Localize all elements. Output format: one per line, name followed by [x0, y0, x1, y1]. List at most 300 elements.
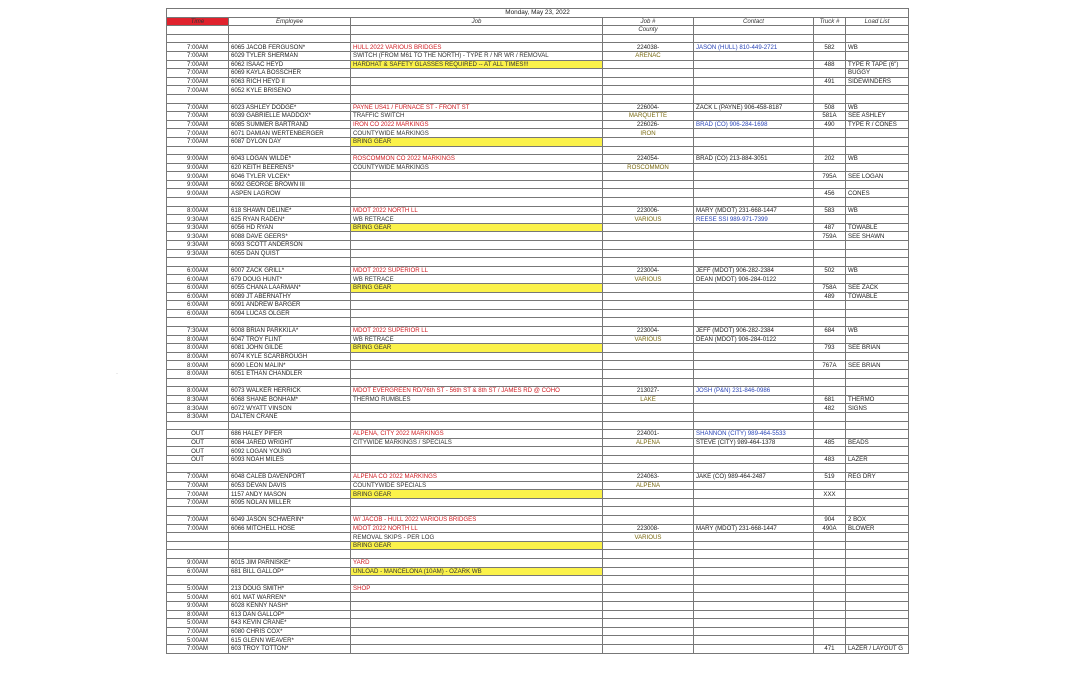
- job-cell[interactable]: THERMO RUMBLES: [351, 395, 603, 404]
- employee-cell[interactable]: [229, 258, 351, 267]
- job-cell[interactable]: SHOP: [351, 584, 603, 593]
- time-cell[interactable]: OUT: [167, 447, 229, 456]
- employee-cell[interactable]: 6046 TYLER VLCEK*: [229, 172, 351, 181]
- employee-cell[interactable]: DALTEN CRANE: [229, 412, 351, 421]
- time-cell[interactable]: 8:00AM: [167, 206, 229, 215]
- time-cell[interactable]: 7:00AM: [167, 498, 229, 507]
- job-cell[interactable]: [351, 507, 603, 516]
- employee-cell[interactable]: [229, 34, 351, 43]
- truck-cell[interactable]: 202: [814, 155, 846, 164]
- employee-cell[interactable]: 6028 KENNY NASH*: [229, 601, 351, 610]
- jobno-cell[interactable]: 223004-: [603, 266, 694, 275]
- jobno-cell[interactable]: 213027-: [603, 387, 694, 396]
- job-cell[interactable]: BRING GEAR: [351, 284, 603, 293]
- truck-cell[interactable]: [814, 601, 846, 610]
- truck-cell[interactable]: [814, 352, 846, 361]
- time-cell[interactable]: 7:00AM: [167, 43, 229, 52]
- employee-cell[interactable]: 613 DAN GALLOP*: [229, 610, 351, 619]
- header-employee[interactable]: Employee: [229, 17, 351, 26]
- employee-cell[interactable]: 6065 JACOB FERGUSON*: [229, 43, 351, 52]
- load-cell[interactable]: [846, 309, 909, 318]
- employee-cell[interactable]: 6081 JOHN GILDE: [229, 344, 351, 353]
- jobno-cell[interactable]: [603, 584, 694, 593]
- truck-cell[interactable]: 491: [814, 77, 846, 86]
- time-cell[interactable]: 9:30AM: [167, 232, 229, 241]
- contact-cell[interactable]: [694, 352, 814, 361]
- contact-cell[interactable]: [694, 636, 814, 645]
- load-cell[interactable]: [846, 198, 909, 207]
- jobno-cell[interactable]: [603, 541, 694, 550]
- contact-cell[interactable]: [694, 610, 814, 619]
- employee-cell[interactable]: 6093 SCOTT ANDERSON: [229, 241, 351, 250]
- load-cell[interactable]: [846, 249, 909, 258]
- truck-cell[interactable]: 490A: [814, 524, 846, 533]
- truck-cell[interactable]: 456: [814, 189, 846, 198]
- contact-cell[interactable]: [694, 189, 814, 198]
- load-cell[interactable]: [846, 627, 909, 636]
- time-cell[interactable]: [167, 34, 229, 43]
- contact-cell[interactable]: JEFF (MDOT) 906-282-2384: [694, 266, 814, 275]
- truck-cell[interactable]: 487: [814, 223, 846, 232]
- load-cell[interactable]: [846, 258, 909, 267]
- job-cell[interactable]: ALPENA CO 2022 MARKINGS: [351, 473, 603, 482]
- truck-cell[interactable]: 759A: [814, 232, 846, 241]
- contact-cell[interactable]: [694, 404, 814, 413]
- load-cell[interactable]: WB: [846, 43, 909, 52]
- jobno-cell[interactable]: [603, 378, 694, 387]
- load-cell[interactable]: [846, 378, 909, 387]
- truck-cell[interactable]: 581A: [814, 112, 846, 121]
- contact-cell[interactable]: JEFF (MDOT) 906-282-2384: [694, 326, 814, 335]
- job-cell[interactable]: [351, 69, 603, 78]
- contact-cell[interactable]: [694, 507, 814, 516]
- time-cell[interactable]: 9:00AM: [167, 601, 229, 610]
- contact-cell[interactable]: [694, 146, 814, 155]
- time-cell[interactable]: [167, 421, 229, 430]
- jobno-cell[interactable]: [603, 421, 694, 430]
- jobno-cell[interactable]: 223008-: [603, 524, 694, 533]
- load-cell[interactable]: [846, 447, 909, 456]
- jobno-cell[interactable]: [603, 567, 694, 576]
- contact-cell[interactable]: [694, 129, 814, 138]
- job-cell[interactable]: [351, 378, 603, 387]
- contact-cell[interactable]: [694, 180, 814, 189]
- load-cell[interactable]: [846, 301, 909, 310]
- load-cell[interactable]: LAZER: [846, 455, 909, 464]
- employee-cell[interactable]: [229, 378, 351, 387]
- load-cell[interactable]: [846, 86, 909, 95]
- time-cell[interactable]: [167, 533, 229, 542]
- jobno-cell[interactable]: [603, 464, 694, 473]
- job-cell[interactable]: [351, 241, 603, 250]
- contact-cell[interactable]: [694, 601, 814, 610]
- time-cell[interactable]: 8:30AM: [167, 412, 229, 421]
- load-cell[interactable]: [846, 369, 909, 378]
- jobno-cell[interactable]: [603, 292, 694, 301]
- contact-cell[interactable]: [694, 412, 814, 421]
- time-cell[interactable]: 8:00AM: [167, 352, 229, 361]
- employee-cell[interactable]: 679 DOUG HUNT*: [229, 275, 351, 284]
- job-cell[interactable]: BRING GEAR: [351, 541, 603, 550]
- load-cell[interactable]: [846, 576, 909, 585]
- contact-cell[interactable]: BRAD (CO) 213-884-3051: [694, 155, 814, 164]
- employee-cell[interactable]: [229, 421, 351, 430]
- employee-cell[interactable]: [229, 94, 351, 103]
- time-cell[interactable]: 7:00AM: [167, 490, 229, 499]
- load-cell[interactable]: [846, 550, 909, 559]
- jobno-cell[interactable]: ALPENA: [603, 438, 694, 447]
- load-cell[interactable]: LAZER / LAYOUT G: [846, 644, 909, 653]
- time-cell[interactable]: [167, 464, 229, 473]
- truck-cell[interactable]: [814, 318, 846, 327]
- contact-cell[interactable]: [694, 34, 814, 43]
- job-cell[interactable]: [351, 593, 603, 602]
- jobno-cell[interactable]: [603, 146, 694, 155]
- time-cell[interactable]: 7:00AM: [167, 69, 229, 78]
- time-cell[interactable]: [167, 258, 229, 267]
- employee-cell[interactable]: 6084 JARED WRIGHT: [229, 438, 351, 447]
- load-cell[interactable]: THERMO: [846, 395, 909, 404]
- contact-cell[interactable]: [694, 481, 814, 490]
- load-cell[interactable]: [846, 215, 909, 224]
- jobno-cell[interactable]: VARIOUS: [603, 275, 694, 284]
- load-cell[interactable]: TOWABLE: [846, 223, 909, 232]
- truck-cell[interactable]: [814, 137, 846, 146]
- time-cell[interactable]: 9:00AM: [167, 180, 229, 189]
- truck-cell[interactable]: 767A: [814, 361, 846, 370]
- load-cell[interactable]: [846, 610, 909, 619]
- time-cell[interactable]: 6:00AM: [167, 567, 229, 576]
- truck-cell[interactable]: [814, 94, 846, 103]
- truck-cell[interactable]: [814, 335, 846, 344]
- truck-cell[interactable]: [814, 258, 846, 267]
- load-cell[interactable]: BLOWER: [846, 524, 909, 533]
- time-cell[interactable]: 9:30AM: [167, 241, 229, 250]
- employee-cell[interactable]: [229, 541, 351, 550]
- job-cell[interactable]: [351, 77, 603, 86]
- load-cell[interactable]: [846, 498, 909, 507]
- time-cell[interactable]: 9:00AM: [167, 155, 229, 164]
- jobno-cell[interactable]: 224063-: [603, 473, 694, 482]
- job-cell[interactable]: [351, 627, 603, 636]
- employee-cell[interactable]: 6087 DYLON DAY: [229, 137, 351, 146]
- employee-cell[interactable]: 6063 RICH HEYD II: [229, 77, 351, 86]
- contact-cell[interactable]: [694, 541, 814, 550]
- employee-cell[interactable]: [229, 146, 351, 155]
- jobno-cell[interactable]: [603, 593, 694, 602]
- truck-cell[interactable]: [814, 567, 846, 576]
- job-cell[interactable]: [351, 619, 603, 628]
- contact-cell[interactable]: [694, 559, 814, 568]
- jobno-cell[interactable]: [603, 447, 694, 456]
- header-truck[interactable]: Truck #: [814, 17, 846, 26]
- truck-cell[interactable]: [814, 584, 846, 593]
- employee-cell[interactable]: 618 SHAWN DELINE*: [229, 206, 351, 215]
- job-cell[interactable]: TRAFFIC SWITCH: [351, 112, 603, 121]
- contact-cell[interactable]: [694, 369, 814, 378]
- job-cell[interactable]: [351, 369, 603, 378]
- contact-cell[interactable]: [694, 464, 814, 473]
- contact-cell[interactable]: JAKE (CO) 989-464-2487: [694, 473, 814, 482]
- job-cell[interactable]: [351, 34, 603, 43]
- contact-cell[interactable]: [694, 619, 814, 628]
- job-cell[interactable]: [351, 576, 603, 585]
- contact-cell[interactable]: REESE SSI 989-971-7399: [694, 215, 814, 224]
- job-cell[interactable]: BRING GEAR: [351, 490, 603, 499]
- load-cell[interactable]: [846, 387, 909, 396]
- time-cell[interactable]: [167, 550, 229, 559]
- job-cell[interactable]: MDOT 2022 NORTH LL: [351, 206, 603, 215]
- job-cell[interactable]: [351, 172, 603, 181]
- employee-cell[interactable]: 6007 ZACK GRILL*: [229, 266, 351, 275]
- time-cell[interactable]: 6:00AM: [167, 301, 229, 310]
- truck-cell[interactable]: [814, 146, 846, 155]
- time-cell[interactable]: [167, 94, 229, 103]
- job-cell[interactable]: [351, 301, 603, 310]
- jobno-cell[interactable]: [603, 60, 694, 69]
- contact-cell[interactable]: BRAD (CO) 906-284-1698: [694, 120, 814, 129]
- contact-cell[interactable]: [694, 490, 814, 499]
- load-cell[interactable]: BUGGY: [846, 69, 909, 78]
- load-cell[interactable]: SIDEWINDERS: [846, 77, 909, 86]
- load-cell[interactable]: [846, 412, 909, 421]
- employee-cell[interactable]: 6051 ETHAN CHANDLER: [229, 369, 351, 378]
- employee-cell[interactable]: 6069 KAYLA BOSSCHER: [229, 69, 351, 78]
- employee-cell[interactable]: 643 KEVIN CRANE*: [229, 619, 351, 628]
- job-cell[interactable]: COUNTYWIDE MARKINGS: [351, 129, 603, 138]
- truck-cell[interactable]: XXX: [814, 490, 846, 499]
- truck-cell[interactable]: 508: [814, 103, 846, 112]
- job-cell[interactable]: [351, 404, 603, 413]
- jobno-cell[interactable]: 224054-: [603, 155, 694, 164]
- time-cell[interactable]: 7:00AM: [167, 473, 229, 482]
- employee-cell[interactable]: 6090 LEON MALIN*: [229, 361, 351, 370]
- contact-cell[interactable]: [694, 69, 814, 78]
- jobno-cell[interactable]: [603, 86, 694, 95]
- time-cell[interactable]: 7:00AM: [167, 516, 229, 525]
- jobno-cell[interactable]: [603, 361, 694, 370]
- truck-cell[interactable]: 582: [814, 43, 846, 52]
- truck-cell[interactable]: [814, 34, 846, 43]
- load-cell[interactable]: SEE SHAWN: [846, 232, 909, 241]
- time-cell[interactable]: 8:00AM: [167, 335, 229, 344]
- jobno-cell[interactable]: [603, 232, 694, 241]
- employee-cell[interactable]: 6047 TROY FLINT: [229, 335, 351, 344]
- load-cell[interactable]: SIGNS: [846, 404, 909, 413]
- contact-cell[interactable]: MARY (MDOT) 231-668-1447: [694, 206, 814, 215]
- contact-cell[interactable]: [694, 627, 814, 636]
- contact-cell[interactable]: [694, 198, 814, 207]
- truck-cell[interactable]: [814, 180, 846, 189]
- load-cell[interactable]: TYPE R TAPE (6"): [846, 60, 909, 69]
- time-cell[interactable]: [167, 146, 229, 155]
- truck-cell[interactable]: [814, 241, 846, 250]
- job-cell[interactable]: [351, 86, 603, 95]
- jobno-cell[interactable]: ARENAC: [603, 51, 694, 60]
- time-cell[interactable]: 5:00AM: [167, 584, 229, 593]
- contact-cell[interactable]: SHANNON (CITY) 989-464-5533: [694, 430, 814, 439]
- truck-cell[interactable]: [814, 533, 846, 542]
- truck-cell[interactable]: 485: [814, 438, 846, 447]
- time-cell[interactable]: 7:00AM: [167, 524, 229, 533]
- employee-cell[interactable]: [229, 507, 351, 516]
- job-cell[interactable]: BRING GEAR: [351, 137, 603, 146]
- jobno-cell[interactable]: [603, 189, 694, 198]
- load-cell[interactable]: [846, 541, 909, 550]
- contact-cell[interactable]: [694, 60, 814, 69]
- employee-cell[interactable]: [229, 550, 351, 559]
- jobno-cell[interactable]: VARIOUS: [603, 215, 694, 224]
- load-cell[interactable]: [846, 584, 909, 593]
- jobno-cell[interactable]: [603, 77, 694, 86]
- contact-cell[interactable]: [694, 163, 814, 172]
- employee-cell[interactable]: 6055 CHANA LAARMAN*: [229, 284, 351, 293]
- time-cell[interactable]: [167, 378, 229, 387]
- time-cell[interactable]: 8:00AM: [167, 369, 229, 378]
- load-cell[interactable]: [846, 464, 909, 473]
- employee-cell[interactable]: 6072 WYATT VINSON: [229, 404, 351, 413]
- job-cell[interactable]: CITYWIDE MARKINGS / SPECIALS: [351, 438, 603, 447]
- employee-cell[interactable]: 6055 DAN QUIST: [229, 249, 351, 258]
- jobno-cell[interactable]: [603, 172, 694, 181]
- employee-cell[interactable]: 6053 DEVAN DAVIS: [229, 481, 351, 490]
- time-cell[interactable]: 9:00AM: [167, 163, 229, 172]
- contact-cell[interactable]: [694, 378, 814, 387]
- jobno-cell[interactable]: [603, 309, 694, 318]
- truck-cell[interactable]: 758A: [814, 284, 846, 293]
- contact-cell[interactable]: [694, 258, 814, 267]
- time-cell[interactable]: 7:00AM: [167, 51, 229, 60]
- time-cell[interactable]: 7:30AM: [167, 326, 229, 335]
- truck-cell[interactable]: [814, 576, 846, 585]
- job-cell[interactable]: [351, 455, 603, 464]
- job-cell[interactable]: [351, 636, 603, 645]
- time-cell[interactable]: 9:30AM: [167, 249, 229, 258]
- truck-cell[interactable]: [814, 430, 846, 439]
- contact-cell[interactable]: [694, 86, 814, 95]
- load-cell[interactable]: BEADS: [846, 438, 909, 447]
- jobno-cell[interactable]: 224001-: [603, 430, 694, 439]
- load-cell[interactable]: [846, 481, 909, 490]
- truck-cell[interactable]: 471: [814, 644, 846, 653]
- jobno-cell[interactable]: IRON: [603, 129, 694, 138]
- truck-cell[interactable]: [814, 541, 846, 550]
- contact-cell[interactable]: [694, 241, 814, 250]
- job-cell[interactable]: BRING GEAR: [351, 344, 603, 353]
- employee-cell[interactable]: 686 HALEY PIFER: [229, 430, 351, 439]
- employee-cell[interactable]: 6043 LOGAN WILDE*: [229, 155, 351, 164]
- job-cell[interactable]: [351, 198, 603, 207]
- load-cell[interactable]: [846, 636, 909, 645]
- load-cell[interactable]: TYPE R / CONES: [846, 120, 909, 129]
- load-cell[interactable]: [846, 180, 909, 189]
- load-cell[interactable]: 2 BOX: [846, 516, 909, 525]
- job-cell[interactable]: ROSCOMMON CO 2022 MARKINGS: [351, 155, 603, 164]
- contact-cell[interactable]: [694, 644, 814, 653]
- load-cell[interactable]: [846, 318, 909, 327]
- truck-cell[interactable]: 490: [814, 120, 846, 129]
- load-cell[interactable]: CONES: [846, 189, 909, 198]
- job-cell[interactable]: WB RETRACE: [351, 335, 603, 344]
- jobno-cell[interactable]: [603, 258, 694, 267]
- contact-cell[interactable]: [694, 51, 814, 60]
- truck-cell[interactable]: [814, 387, 846, 396]
- employee-cell[interactable]: 6092 LOGAN YOUNG: [229, 447, 351, 456]
- job-cell[interactable]: [351, 421, 603, 430]
- jobno-cell[interactable]: 226026-: [603, 120, 694, 129]
- jobno-cell[interactable]: [603, 404, 694, 413]
- time-cell[interactable]: OUT: [167, 455, 229, 464]
- time-cell[interactable]: 9:00AM: [167, 189, 229, 198]
- employee-cell[interactable]: 615 GLENN WEAVER*: [229, 636, 351, 645]
- header-load[interactable]: Load List: [846, 17, 909, 26]
- job-cell[interactable]: SWITCH (FROM M61 TO THE NORTH) - TYPE R / NR WR / REMOVAL: [351, 51, 603, 60]
- job-cell[interactable]: [351, 498, 603, 507]
- contact-cell[interactable]: [694, 567, 814, 576]
- job-cell[interactable]: REMOVAL SKIPS - PER LOG: [351, 533, 603, 542]
- truck-cell[interactable]: 488: [814, 60, 846, 69]
- time-cell[interactable]: 8:00AM: [167, 344, 229, 353]
- contact-cell[interactable]: JASON (HULL) 810-449-2721: [694, 43, 814, 52]
- jobno-cell[interactable]: [603, 344, 694, 353]
- employee-cell[interactable]: 681 BILL GALLOP*: [229, 567, 351, 576]
- load-cell[interactable]: REG DRY: [846, 473, 909, 482]
- load-cell[interactable]: [846, 335, 909, 344]
- job-cell[interactable]: MDOT EVERGREEN RD/76th ST - 56th ST & 8th ST / JAMES RD @ COHO: [351, 387, 603, 396]
- truck-cell[interactable]: [814, 301, 846, 310]
- jobno-cell[interactable]: [603, 249, 694, 258]
- employee-cell[interactable]: 213 DOUG SMITH*: [229, 584, 351, 593]
- employee-cell[interactable]: 6073 WALKER HERRICK: [229, 387, 351, 396]
- contact-cell[interactable]: MARY (MDOT) 231-668-1447: [694, 524, 814, 533]
- time-cell[interactable]: 6:00AM: [167, 292, 229, 301]
- time-cell[interactable]: OUT: [167, 438, 229, 447]
- contact-cell[interactable]: ZACK L (PAYNE) 906-458-8187: [694, 103, 814, 112]
- jobno-cell[interactable]: [603, 576, 694, 585]
- truck-cell[interactable]: 684: [814, 326, 846, 335]
- time-cell[interactable]: 7:00AM: [167, 644, 229, 653]
- load-cell[interactable]: SEE LOGAN: [846, 172, 909, 181]
- contact-cell[interactable]: [694, 576, 814, 585]
- job-cell[interactable]: [351, 180, 603, 189]
- job-cell[interactable]: YARD: [351, 559, 603, 568]
- jobno-cell[interactable]: [603, 619, 694, 628]
- load-cell[interactable]: WB: [846, 103, 909, 112]
- time-cell[interactable]: 9:30AM: [167, 223, 229, 232]
- jobno-cell[interactable]: [603, 627, 694, 636]
- jobno-cell[interactable]: ROSCOMMON: [603, 163, 694, 172]
- truck-cell[interactable]: 583: [814, 206, 846, 215]
- jobno-cell[interactable]: [603, 352, 694, 361]
- employee-cell[interactable]: 6093 NOAH MILES: [229, 455, 351, 464]
- header-time[interactable]: Time: [167, 17, 229, 26]
- time-cell[interactable]: 9:00AM: [167, 559, 229, 568]
- contact-cell[interactable]: [694, 361, 814, 370]
- time-cell[interactable]: [167, 318, 229, 327]
- job-cell[interactable]: WB RETRACE: [351, 275, 603, 284]
- employee-cell[interactable]: [229, 533, 351, 542]
- job-cell[interactable]: BRING GEAR: [351, 223, 603, 232]
- job-cell[interactable]: UNLOAD - MANCELONA (10AM) - OZARK WB: [351, 567, 603, 576]
- contact-cell[interactable]: DEAN (MDOT) 906-284-0122: [694, 275, 814, 284]
- truck-cell[interactable]: [814, 507, 846, 516]
- contact-cell[interactable]: [694, 447, 814, 456]
- jobno-cell[interactable]: [603, 94, 694, 103]
- time-cell[interactable]: 7:00AM: [167, 120, 229, 129]
- employee-cell[interactable]: 6091 ANDREW BARGER: [229, 301, 351, 310]
- truck-cell[interactable]: [814, 421, 846, 430]
- jobno-cell[interactable]: [603, 301, 694, 310]
